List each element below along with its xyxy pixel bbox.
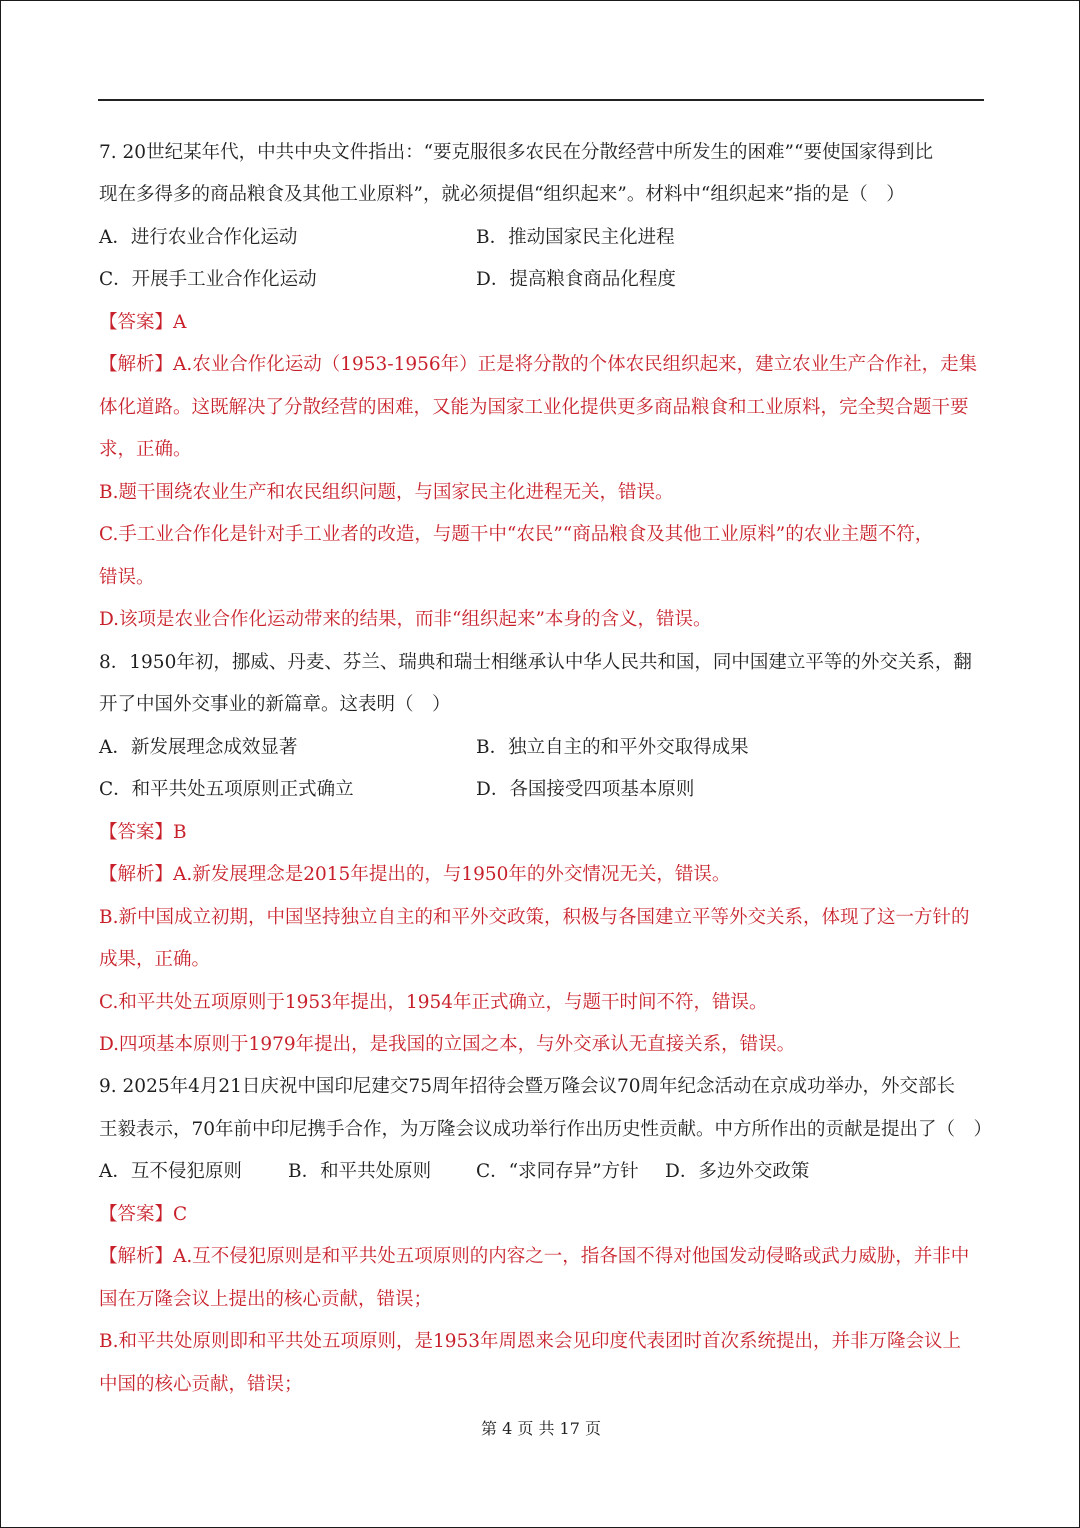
q9-analysis-line: 中国的核心贡献，错误； xyxy=(99,1374,303,1395)
q8-stem-line-1: 8．1950年初，挪威、丹麦、芬兰、瑞典和瑞士相继承认中华人民共和国，同中国建立平等的外交关系，翻 xyxy=(99,652,972,673)
q7-analysis-line: 体化道路。这既解决了分散经营的困难，又能为国家工业化提供更多商品粮食和工业原料，完全契合题干要 xyxy=(99,397,969,418)
q8-analysis-line: C.和平共处五项原则于1953年提出，1954年正式确立，与题干时间不符，错误。 xyxy=(99,992,768,1013)
q9-analysis-line: 【解析】A.互不侵犯原则是和平共处五项原则的内容之一，指各国不得对他国发动侵略或武力威胁，并非中 xyxy=(99,1246,970,1267)
q9-option-c: C．“求同存异”方针 xyxy=(476,1161,639,1182)
q7-option-a: A．进行农业合作化运动 xyxy=(99,227,298,248)
header-rule xyxy=(98,99,984,101)
q7-analysis-line: D.该项是农业合作化运动带来的结果，而非“组织起来”本身的含义，错误。 xyxy=(99,609,712,630)
q9-answer: 【答案】C xyxy=(99,1204,188,1225)
q7-analysis-line: 错误。 xyxy=(99,567,155,588)
q9-stem-line-2: 王毅表示，70年前中印尼携手合作，为万隆会议成功举行作出历史性贡献。中方所作出的贡献是提出了（ ） xyxy=(99,1119,993,1140)
q7-analysis-line: B.题干围绕农业生产和农民组织问题，与国家民主化进程无关，错误。 xyxy=(99,482,674,503)
q7-option-b: B．推动国家民主化进程 xyxy=(476,227,675,248)
page-number-footer: 第 4 页 共 17 页 xyxy=(481,1419,601,1438)
q8-stem-line-2: 开了中国外交事业的新篇章。这表明（ ） xyxy=(99,694,451,715)
q8-option-d: D．各国接受四项基本原则 xyxy=(476,779,695,800)
q8-option-b: B．独立自主的和平外交取得成果 xyxy=(476,737,749,758)
q9-option-a: A．互不侵犯原则 xyxy=(99,1161,242,1182)
q9-analysis-line: B.和平共处原则即和平共处五项原则，是1953年周恩来会见印度代表团时首次系统提出，并非万隆会议上 xyxy=(99,1331,962,1352)
q7-option-c: C．开展手工业合作化运动 xyxy=(99,269,317,290)
q9-analysis-line: 国在万隆会议上提出的核心贡献，错误； xyxy=(99,1289,433,1310)
q7-analysis-line: 求，正确。 xyxy=(99,439,192,460)
q9-option-b: B．和平共处原则 xyxy=(288,1161,432,1182)
q7-analysis-line: 【解析】A.农业合作化运动（1953-1956年）正是将分散的个体农民组织起来，建立农业生产合作社，走集 xyxy=(99,354,978,375)
q8-answer: 【答案】B xyxy=(99,822,187,843)
q8-analysis-line: 【解析】A.新发展理念是2015年提出的，与1950年的外交情况无关，错误。 xyxy=(99,864,731,885)
q9-stem-line-1: 9. 2025年4月21日庆祝中国印尼建交75周年招待会暨万隆会议70周年纪念活动在京成功举办，外交部长 xyxy=(99,1076,956,1097)
q7-stem-line-1: 7. 20世纪某年代，中共中央文件指出：“要克服很多农民在分散经营中所发生的困难”“要使国家得到比 xyxy=(99,142,933,163)
q7-answer: 【答案】A xyxy=(99,312,187,333)
q8-analysis-line: D.四项基本原则于1979年提出，是我国的立国之本，与外交承认无直接关系，错误。 xyxy=(99,1034,796,1055)
q7-analysis-line: C.手工业合作化是针对手工业者的改造，与题干中“农民”“商品粮食及其他工业原料”的农业主题不符， xyxy=(99,524,934,545)
q9-option-d: D．多边外交政策 xyxy=(665,1161,810,1182)
q8-option-c: C．和平共处五项原则正式确立 xyxy=(99,779,354,800)
q8-analysis-line: 成果，正确。 xyxy=(99,949,211,970)
q7-stem-line-2: 现在多得多的商品粮食及其他工业原料”，就必须提倡“组织起来”。材料中“组织起来”指的是（ ） xyxy=(99,184,905,205)
q8-analysis-line: B.新中国成立初期，中国坚持独立自主的和平外交政策，积极与各国建立平等外交关系，体现了这一方针的 xyxy=(99,907,970,928)
q8-option-a: A．新发展理念成效显著 xyxy=(99,737,298,758)
q7-option-d: D．提高粮食商品化程度 xyxy=(476,269,676,290)
